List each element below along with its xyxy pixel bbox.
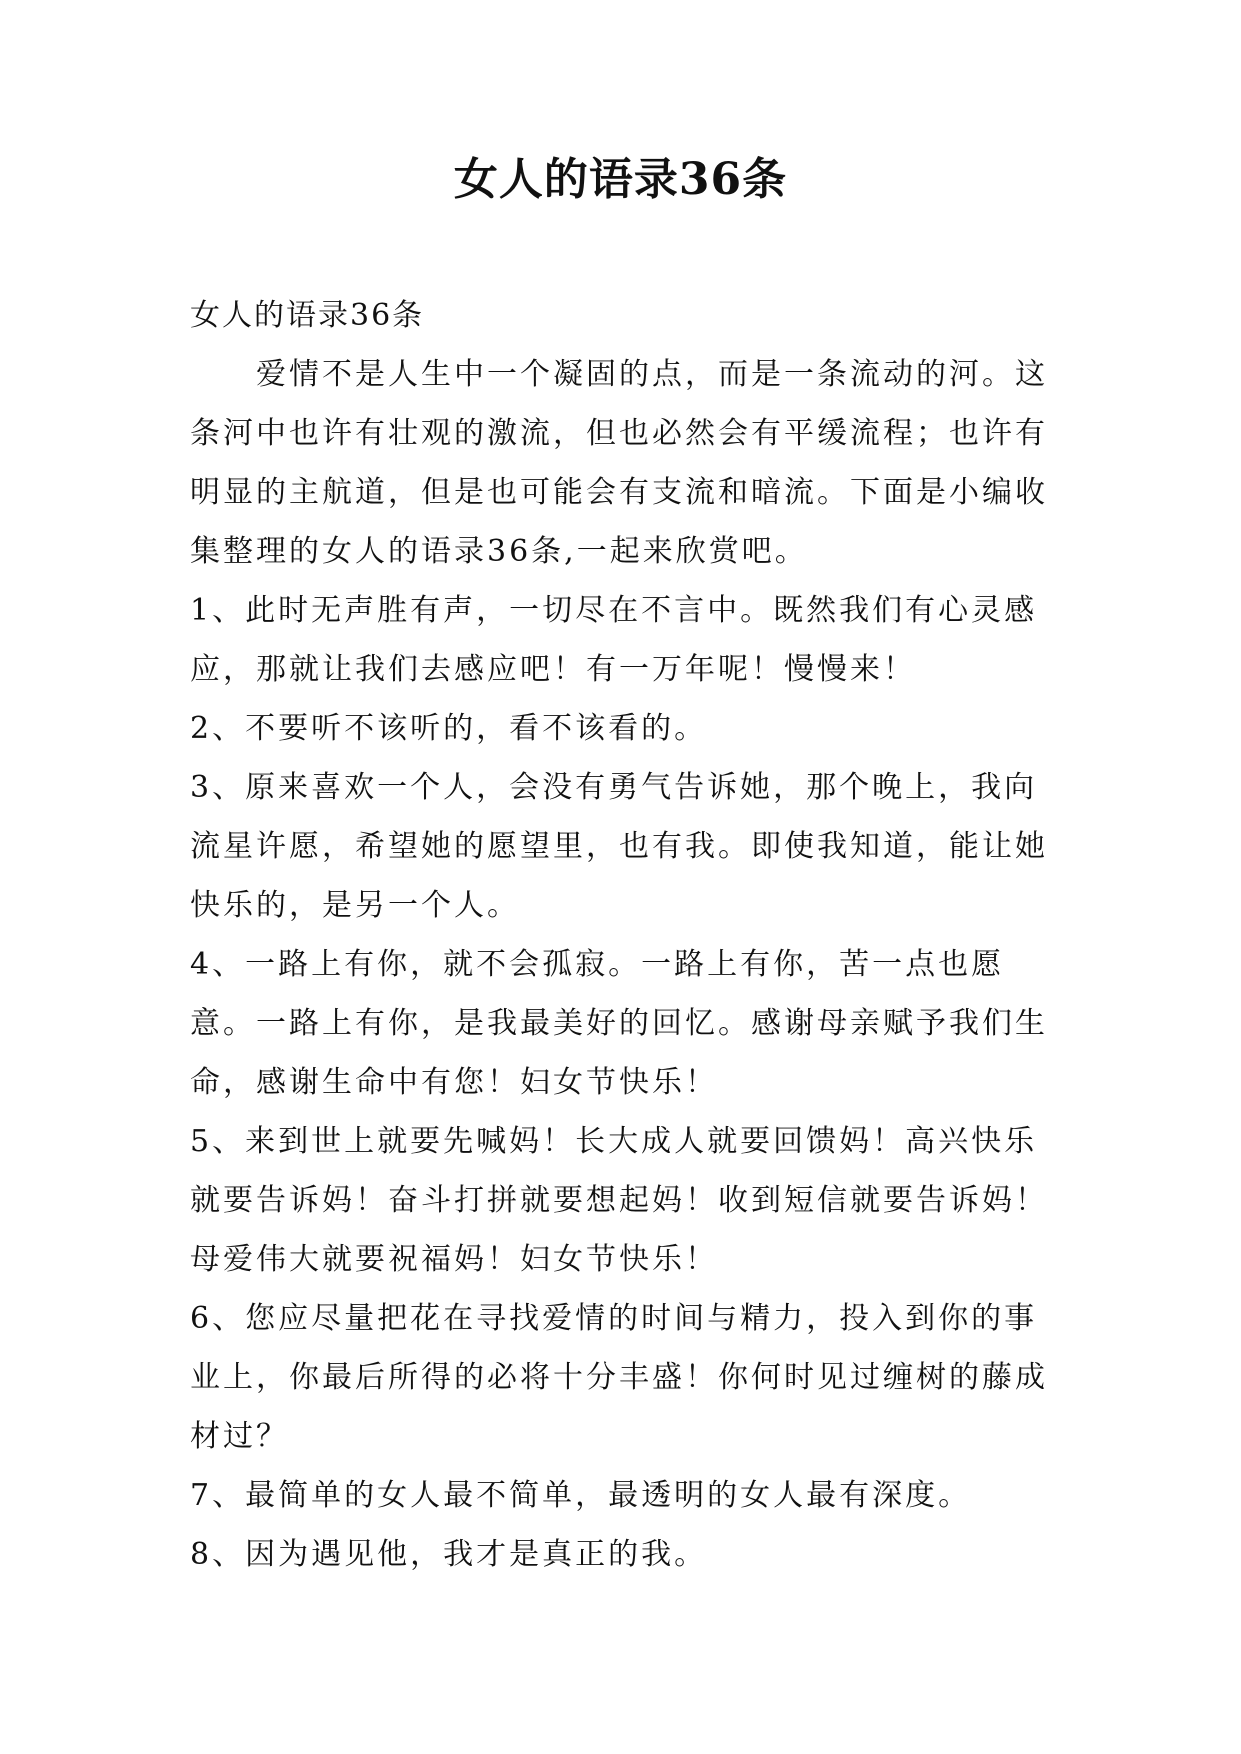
document-subtitle: 女人的语录36条	[190, 298, 425, 333]
document-body	[190, 286, 1070, 1584]
quote-item: 7、最简单的女人最不简单，最透明的女人最有深度。	[190, 1478, 972, 1513]
intro-paragraph: 爱情不是人生中一个凝固的点，而是一条流动的河。这条河中也许有壮观的激流，但也必然会有平缓流程；也许有明显的主航道，但是也可能会有支流和暗流。下面是小编收集整理的女人的语录36条,一起来欣赏吧。	[190, 357, 1048, 569]
quote-item: 4、一路上有你，就不会孤寂。一路上有你，苦一点也愿意。一路上有你，是我最美好的回忆。感谢母亲赋予我们生命，感谢生命中有您！妇女节快乐！	[190, 947, 1048, 1100]
quote-item: 6、您应尽量把花在寻找爱情的时间与精力，投入到你的事业上，你最后所得的必将十分丰盛！你何时见过缠树的藤成材过？	[190, 1301, 1048, 1454]
quote-item: 8、因为遇见他，我才是真正的我。	[190, 1537, 708, 1572]
document-title: 女人的语录36条	[453, 154, 788, 205]
quote-item: 3、原来喜欢一个人，会没有勇气告诉她，那个晚上，我向流星许愿，希望她的愿望里，也有我。即使我知道，能让她快乐的，是另一个人。	[190, 770, 1048, 923]
quote-item: 1、此时无声胜有声，一切尽在不言中。既然我们有心灵感应，那就让我们去感应吧！有一万年呢！慢慢来！	[190, 593, 1038, 687]
quote-item: 5、来到世上就要先喊妈！长大成人就要回馈妈！高兴快乐就要告诉妈！奋斗打拼就要想起妈！收到短信就要告诉妈！母爱伟大就要祝福妈！妇女节快乐！	[190, 1124, 1048, 1277]
quote-item: 2、不要听不该听的，看不该看的。	[190, 711, 708, 746]
